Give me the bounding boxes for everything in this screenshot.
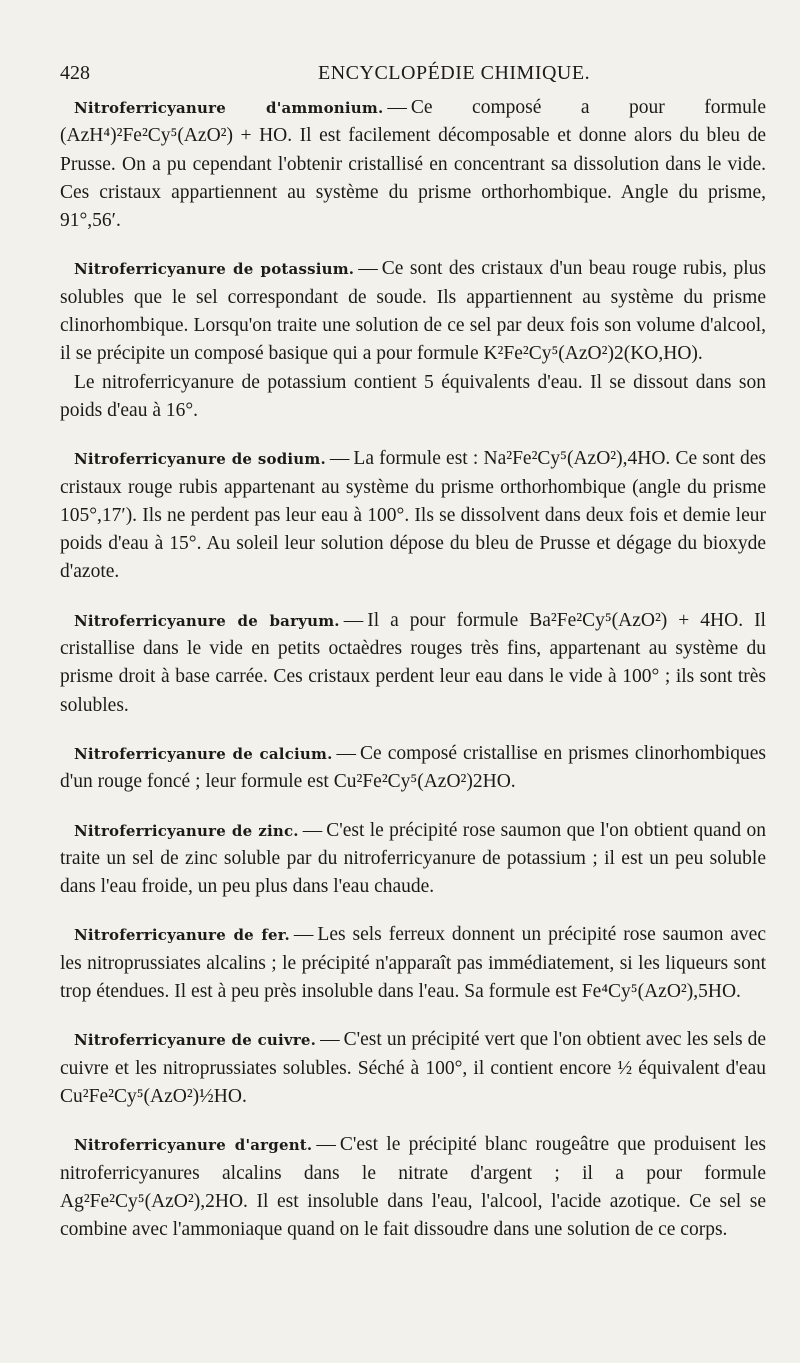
entry-cuivre: Nitroferricyanure de cuivre. — C'est un précipité vert que l'on obtient avec les sels de cuivre et les nitroprussiates solubles. Séché à 100°, il contient encore ½ équivalent d'eau Cu²Fe²Cy⁵(AzO²)½HO. — [60, 1029, 766, 1107]
entry-baryum: Nitroferricyanure de baryum. — Il a pour formule Ba²Fe²Cy⁵(AzO²) + 4HO. Il cristallise dans le vide en petits octaèdres rouges très fins, appartenant au système du prisme droit à base carrée. Ces cristaux perdent leur eau dans le vide à 100° ; ils sont très solubles. — [60, 609, 766, 716]
entry-argent: Nitroferricyanure d'argent. — C'est le précipité blanc rougeâtre que produisent les nitroferricyanures alcalins dans le nitrate d'argent ; il a pour formule Ag²Fe²Cy⁵(AzO²),2HO. Il est insoluble dans l'eau, l'alcool, l'acide azotique. Ce sel se combine avec l'ammoniaque quand on le fait dissoudre dans une solution de ce corps. — [60, 1134, 766, 1241]
entry-title: Nitroferricyanure de calcium. — [74, 744, 333, 763]
entry-text: C'est un précipité vert que l'on obtient avec les sels de cuivre et les nitroprussiates solubles. Séché à 100°, il contient encore ½ équivalent d'eau Cu²Fe²Cy⁵(AzO²)½HO. — [60, 1029, 766, 1107]
entry-calcium: Nitroferricyanure de calcium. — Ce composé cristallise en prismes clinorhombiques d'un rouge foncé ; leur formule est Cu²Fe²Cy⁵(AzO²)2HO. — [60, 742, 766, 793]
entry-sodium: Nitroferricyanure de sodium. — La formule est : Na²Fe²Cy⁵(AzO²),4HO. Ce sont des cristaux rouge rubis appartenant au système du prisme orthorhombique (angle du prisme 105°,17′). Ils ne perdent pas leur eau à 100°. Ils se dissolvent dans deux fois et demie leur poids d'eau à 15°. Au soleil leur solution dépose du bleu de Prusse et dégage du bioxyde d'azote. — [60, 448, 766, 583]
entry-title: Nitroferricyanure d'argent. — [74, 1136, 313, 1155]
entry-zinc: Nitroferricyanure de zinc. — C'est le précipité rose saumon que l'on obtient quand on traite un sel de zinc soluble par du nitroferricyanure de potassium ; il est un peu soluble dans l'eau froide, un peu plus dans l'eau chaude. — [60, 819, 766, 898]
entry-text: Les sels ferreux donnent un précipité rose saumon avec les nitroprussiates alcalins ; le précipité n'apparaît pas immédiatement, si les liqueurs sont trop étendues. Il est à peu près insoluble dans l'eau. Sa formule est Fe⁴Cy⁵(AzO²),5HO. — [60, 924, 766, 1003]
running-title: ENCYCLOPÉDIE CHIMIQUE. — [318, 62, 591, 84]
entry-text: Ce composé a pour formule (AzH⁴)²Fe²Cy⁵(AzO²) + HO. Il est facilement décomposable et donne alors du bleu de Prusse. On a pu cependant l'obtenir cristallisé en concentrant sa dissolution dans le vide. Ces cristaux appartiennent au système du prisme orthorhombique. Angle du prisme, 91°,56′. — [60, 97, 766, 232]
entry-text: La formule est : Na²Fe²Cy⁵(AzO²),4HO. Ce sont des cristaux rouge rubis appartenant au système du prisme orthorhombique (angle du prisme 105°,17′). Ils ne perdent pas leur eau à 100°. Ils se dissolvent dans deux fois et demie leur poids d'eau à 15°. Au soleil leur solution dépose du bleu de Prusse et dégage du bioxyde d'azote. — [60, 448, 766, 583]
page-number: 428 — [60, 62, 90, 84]
entry-title: Nitroferricyanure de potassium. — [74, 260, 355, 279]
entry-text: Le nitroferricyanure de potassium contient 5 équivalents d'eau. Il se dissout dans son poids d'eau à 16°. — [60, 371, 766, 421]
entry-text: C'est le précipité blanc rougeâtre que produisent les nitroferricyanures alcalins dans le nitrate d'argent ; il a pour formule Ag²Fe²Cy⁵(AzO²),2HO. Il est insoluble dans l'eau, l'alcool, l'acide azotique. Ce sel se combine avec l'ammoniaque quand on le fait dissoudre dans une solution de ce corps. — [60, 1134, 766, 1241]
entry-title: Nitroferricyanure de zinc. — [74, 821, 299, 840]
entry-ammonium: Nitroferricyanure d'ammonium. — Ce composé a pour formule (AzH⁴)²Fe²Cy⁵(AzO²) + HO. Il est facilement décomposable et donne alors du bleu de Prusse. On a pu cependant l'obtenir cristallisé en concentrant sa dissolution dans le vide. Ces cristaux appartiennent au système du prisme orthorhombique. Angle du prisme, 91°,56′. — [60, 97, 766, 232]
entry-fer: Nitroferricyanure de fer. — Les sels ferreux donnent un précipité rose saumon avec les nitroprussiates alcalins ; le précipité n'apparaît pas immédiatement, si les liqueurs sont trop étendues. Il est à peu près insoluble dans l'eau. Sa formule est Fe⁴Cy⁵(AzO²),5HO. — [60, 924, 766, 1003]
body-text — [60, 94, 766, 1264]
entry-title: Nitroferricyanure de fer. — [74, 926, 290, 945]
entry-title: Nitroferricyanure de sodium. — [74, 450, 326, 469]
entry-title: Nitroferricyanure de baryum. — [74, 611, 340, 630]
entry-title: Nitroferricyanure d'ammonium. — [74, 99, 384, 117]
entry-text: Ce sont des cristaux d'un beau rouge rubis, plus solubles que le sel correspondant de soude. Ils appartiennent au système du prisme clinorhombique. Lorsqu'on traite une solution de ce sel par deux fois son volume d'alcool, il se précipite un composé basique qui a pour formule K²Fe²Cy⁵(AzO²)2(KO,HO). — [60, 258, 766, 365]
entry-text: Il a pour formule Ba²Fe²Cy⁵(AzO²) + 4HO. Il cristallise dans le vide en petits octaèdres rouges très fins, appartenant au système du prisme droit à base carrée. Ces cristaux perdent leur eau dans le vide à 100° ; ils sont très solubles. — [60, 609, 766, 716]
entry-title: Nitroferricyanure de cuivre. — [74, 1031, 317, 1050]
entry-potassium-continued — [60, 369, 766, 426]
entry-text: Ce composé cristallise en prismes clinorhombiques d'un rouge foncé ; leur formule est Cu²Fe²Cy⁵(AzO²)2HO. — [60, 742, 766, 793]
page-header — [60, 62, 766, 92]
entry-text: C'est le précipité rose saumon que l'on obtient quand on traite un sel de zinc soluble par du nitroferricyanure de potassium ; il est un peu soluble dans l'eau froide, un peu plus dans l'eau chaude. — [60, 819, 766, 898]
entry-potassium: Nitroferricyanure de potassium. — Ce sont des cristaux d'un beau rouge rubis, plus solubles que le sel correspondant de soude. Ils appartiennent au système du prisme clinorhombique. Lorsqu'on traite une solution de ce sel par deux fois son volume d'alcool, il se précipite un composé basique qui a pour formule K²Fe²Cy⁵(AzO²)2(KO,HO). — [60, 258, 766, 365]
